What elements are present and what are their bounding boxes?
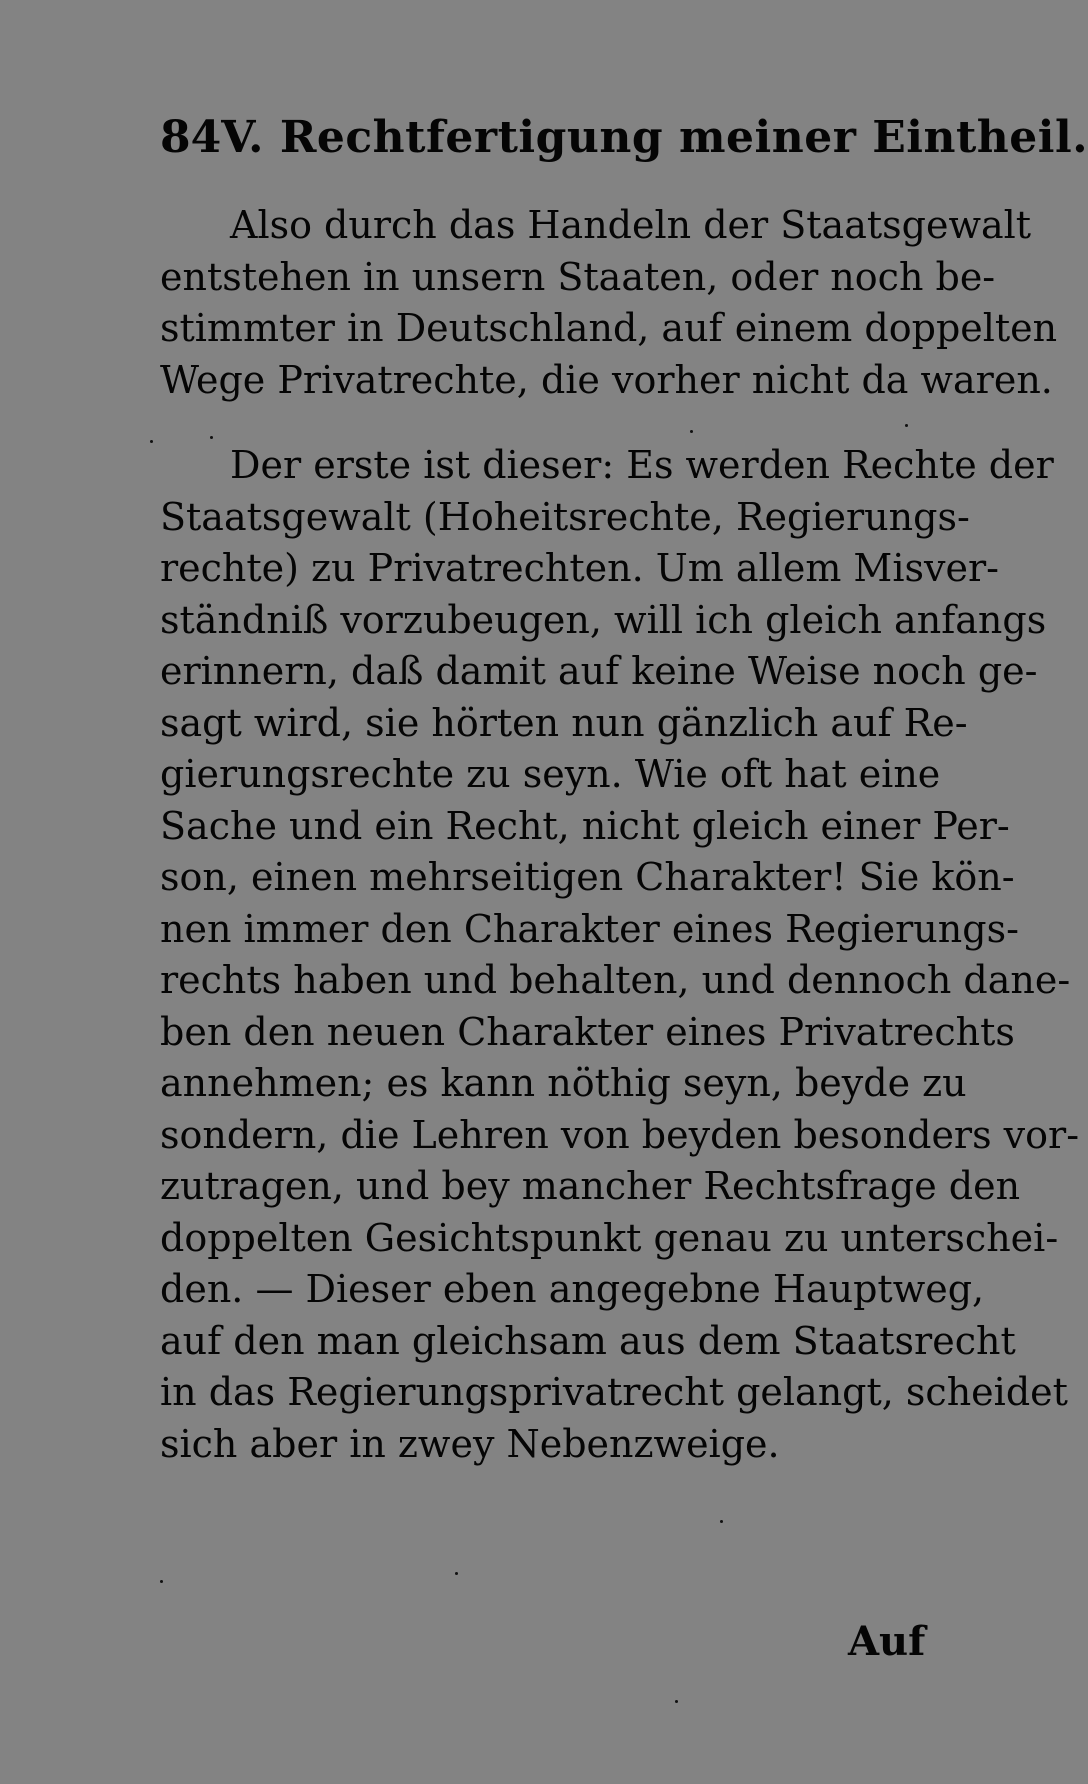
text-line: sagt wird, sie hörten nun gänzlich auf Re- xyxy=(160,700,968,745)
text-line: stimmter in Deutschland, auf einem doppelten xyxy=(160,306,1058,350)
text-line: auf den man gleichsam aus dem Staatsrecht xyxy=(160,1318,1016,1363)
text-line: Staatsgewalt (Hoheitsrechte, Regierungs- xyxy=(160,494,970,539)
text-line: Also durch das Handeln der Staatsgewalt xyxy=(230,203,1032,247)
page-number: 84 xyxy=(160,112,222,163)
text-line: ständniß vorzubeugen, will ich gleich anfangs xyxy=(160,597,1047,642)
scan-speck xyxy=(675,1700,678,1703)
text-line: zutragen, und bey mancher Rechtsfrage den xyxy=(160,1164,1021,1208)
text-line: nen immer den Charakter eines Regierungs- xyxy=(160,906,1019,951)
text-line: entstehen in unsern Staaten, oder noch be- xyxy=(160,254,996,299)
text-line: doppelten Gesichtspunkt genau zu unterschei- xyxy=(160,1215,1059,1260)
running-title: V. Rechtfertigung meiner Eintheil. xyxy=(221,112,1088,163)
text-line: annehmen; es kann nöthig seyn, beyde zu xyxy=(160,1061,967,1105)
text-line: Der erste ist dieser: Es werden Rechte der xyxy=(230,443,1054,487)
catchword: Auf xyxy=(848,1618,926,1665)
scan-speck xyxy=(160,1580,163,1583)
text-line: erinnern, daß damit auf keine Weise noch ge- xyxy=(160,649,1038,693)
scan-speck xyxy=(905,424,908,427)
scan-speck xyxy=(455,1572,458,1575)
text-line: sondern, die Lehren von beyden besonders vor- xyxy=(160,1112,1080,1157)
scan-speck xyxy=(150,440,153,443)
page-header xyxy=(160,112,1088,172)
paragraph-1 xyxy=(160,200,1058,406)
scan-speck xyxy=(690,430,693,433)
scan-speck xyxy=(720,1520,723,1523)
text-line: rechte) zu Privatrechten. Um allem Misver- xyxy=(160,546,999,590)
text-line: den. — Dieser eben angegebne Hauptweg, xyxy=(160,1267,985,1311)
paragraph-2 xyxy=(160,440,1080,1470)
text-line: ben den neuen Charakter eines Privatrechts xyxy=(160,1009,1015,1054)
text-line: Sache und ein Recht, nicht gleich einer Per- xyxy=(160,803,1010,848)
text-line: son, einen mehrseitigen Charakter! Sie kön- xyxy=(160,855,1015,899)
paragraph-gap xyxy=(160,406,923,440)
scan-speck xyxy=(210,436,213,439)
body-text xyxy=(160,200,1080,1470)
text-line: in das Regierungsprivatrecht gelangt, scheidet xyxy=(160,1370,1068,1414)
text-line: Wege Privatrechte, die vorher nicht da waren. xyxy=(160,357,1053,402)
text-line: sich aber in zwey Nebenzweige. xyxy=(160,1421,780,1466)
text-line: rechts haben und behalten, und dennoch dane- xyxy=(160,958,1071,1002)
text-line: gierungsrechte zu seyn. Wie oft hat eine xyxy=(160,752,941,796)
